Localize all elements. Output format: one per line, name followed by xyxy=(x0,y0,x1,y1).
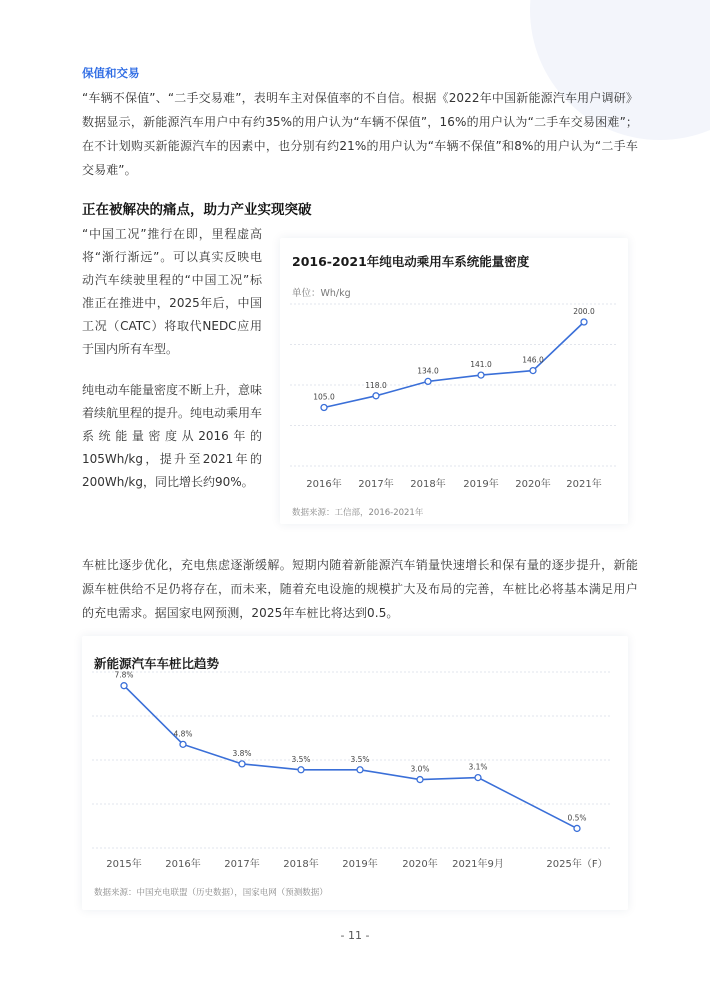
data-label: 141.0 xyxy=(470,360,492,370)
data-label: 3.0% xyxy=(410,764,430,774)
x-tick-label: 2020年 xyxy=(515,479,551,490)
x-tick-label: 2015年 xyxy=(106,859,142,870)
data-label: 134.0 xyxy=(417,366,439,376)
data-label: 7.8% xyxy=(114,670,134,680)
data-point xyxy=(239,761,245,767)
paragraph-energy-density: 纯电动车能量密度不断上升，意味着续航里程的提升。纯电动乘用车系统能量密度从2016年的105Wh/kg，提升至2021年的200Wh/kg，同比增长约90%。 xyxy=(82,383,263,489)
data-point xyxy=(530,368,536,374)
data-point xyxy=(121,683,127,689)
x-tick-label: 2019年 xyxy=(463,479,499,490)
x-tick-label: 2016年 xyxy=(306,479,342,490)
data-point xyxy=(357,767,363,773)
paragraph-catc: “中国工况”推行在即，里程虚高将“渐行渐远”。可以真实反映电动汽车续驶里程的“中国工况”标准正在推进中，2025年后，中国工况（CATC）将取代NEDC应用于国内所有车型。 xyxy=(82,227,262,356)
data-label: 146.0 xyxy=(522,355,544,365)
x-tick-label: 2021年 xyxy=(566,479,602,490)
chart-source: 数据来源：工信部，2016-2021年 xyxy=(292,508,424,518)
x-tick-label: 2025年（F） xyxy=(546,859,608,870)
data-label: 105.0 xyxy=(313,392,335,402)
data-point xyxy=(417,777,423,783)
vehicle-charger-ratio-chart xyxy=(82,636,628,910)
data-point xyxy=(425,378,431,384)
section-label: 保值和交易 xyxy=(82,66,140,80)
chart-title: 2016-2021年纯电动乘用车系统能量密度 xyxy=(292,254,530,269)
x-tick-label: 2017年 xyxy=(358,479,394,490)
x-tick-label: 2018年 xyxy=(283,859,319,870)
data-label: 200.0 xyxy=(573,307,595,316)
x-tick-label: 2021年9月 xyxy=(452,859,504,870)
data-point xyxy=(475,775,481,781)
chart-title: 新能源汽车车桩比趋势 xyxy=(94,656,220,671)
data-point xyxy=(478,372,484,378)
data-point xyxy=(581,319,587,325)
data-label: 3.1% xyxy=(468,762,488,772)
x-tick-label: 2020年 xyxy=(402,859,438,870)
data-point xyxy=(574,825,580,831)
vehicle-charger-ratio-chart-card xyxy=(82,636,628,910)
paragraph-charging-ratio: 车桩比逐步优化，充电焦虑逐渐缓解。短期内随着新能源汽车销量快速增长和保有量的逐步提升，新能源车桩供给不足仍将存在，而未来，随着充电设施的规模扩大及布局的完善，车桩比必将基本满足用户的充电需求。据国家电网预测，2025年车桩比将达到0.5。 xyxy=(82,558,638,620)
energy-density-chart-card xyxy=(280,238,628,524)
data-label: 3.5% xyxy=(291,754,311,764)
unit-label: 单位：Wh/kg xyxy=(292,288,351,299)
data-point xyxy=(180,741,186,747)
data-point xyxy=(373,393,379,399)
energy-density-chart xyxy=(280,238,628,524)
series-line xyxy=(324,322,584,408)
section-heading: 正在被解决的痛点，助力产业实现突破 xyxy=(82,202,312,218)
data-label: 118.0 xyxy=(365,380,387,390)
x-tick-label: 2019年 xyxy=(342,859,378,870)
page-number: - 11 - xyxy=(340,929,370,942)
data-label: 0.5% xyxy=(567,813,587,823)
data-point xyxy=(321,405,327,411)
data-label: 3.8% xyxy=(232,748,252,758)
data-label: 4.8% xyxy=(173,729,193,739)
paragraph-resale: “车辆不保值”、“二手交易难”，表明车主对保值率的不自信。根据《2022年中国新能源汽车用户调研》数据显示，新能源汽车用户中有约35%的用户认为“车辆不保值”，16%的用户认为“二手车交易困难”；在不计划购买新能源汽车的因素中，也分别有约21%的用户认为“车辆不保值”和8%的用户认为“二手车交易难”。 xyxy=(82,91,638,177)
x-tick-label: 2018年 xyxy=(410,479,446,490)
x-tick-label: 2017年 xyxy=(224,859,260,870)
x-tick-label: 2016年 xyxy=(165,859,201,870)
chart-source: 数据来源：中国充电联盟（历史数据），国家电网（预测数据） xyxy=(94,888,328,898)
data-point xyxy=(298,767,304,773)
data-label: 3.5% xyxy=(350,754,370,764)
